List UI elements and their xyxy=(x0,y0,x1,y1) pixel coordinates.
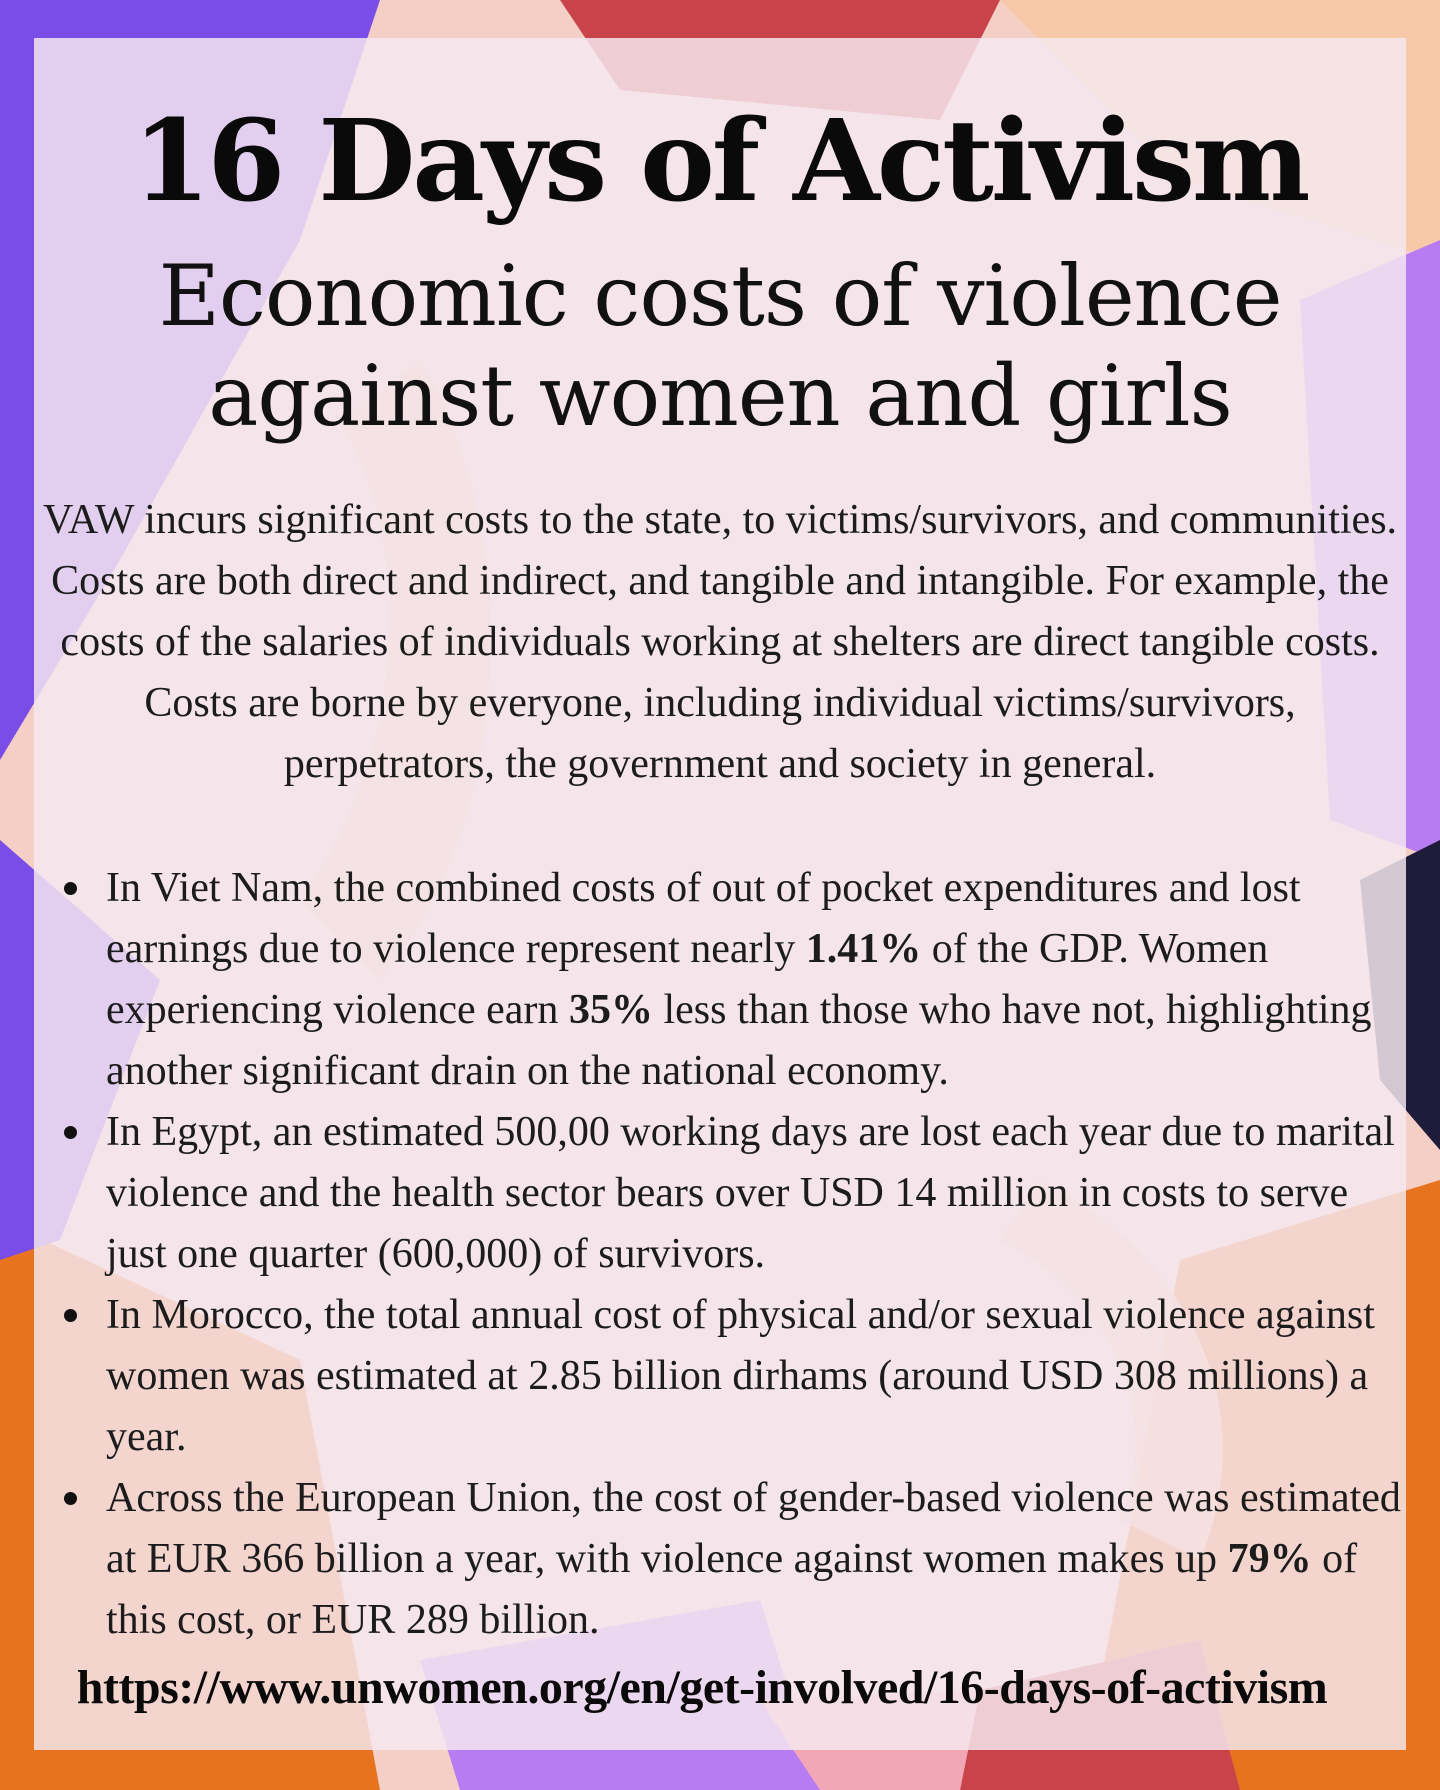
fact-egypt xyxy=(54,1102,1404,1285)
subtitle-line-1: Economic costs of violence xyxy=(158,247,1282,345)
facts-list xyxy=(54,858,1404,1651)
fact-viet-nam xyxy=(54,858,1404,1102)
page-title: 16 Days of Activism xyxy=(132,96,1308,227)
fact-text: of this cost, or EUR 289 billion. xyxy=(106,1536,1358,1643)
bullet-icon xyxy=(64,882,77,895)
fact-text: In Egypt, an estimated 500,00 working days are lost each year due to marital violence and the health sector bears over USD 14 million in costs to serve just one quarter (600,000) of survivors. xyxy=(106,1109,1395,1277)
fact-text: In Morocco, the total annual cost of physical and/or sexual violence against women was estimated at 2.85 billion dirhams (around USD 308 millions) a year. xyxy=(106,1292,1375,1460)
fact-text: of the GDP. Women experiencing violence earn xyxy=(106,926,1269,1033)
fact-text: Across the European Union, the cost of gender-based violence was estimated at EUR 366 billion a year, with violence against women makes up xyxy=(106,1475,1401,1582)
fact-stat-gdp: 1.41% xyxy=(805,926,922,972)
source-url-link[interactable]: https://www.unwomen.org/en/get-involved/16-days-of-activism xyxy=(76,1661,1328,1714)
fact-morocco xyxy=(54,1285,1404,1468)
fact-text: In Viet Nam, the combined costs of out of pocket expenditures and lost earnings due to violence represent nearly xyxy=(106,865,1301,972)
intro-paragraph: VAW incurs significant costs to the state, to victims/survivors, and communities. Costs are both direct and indirect, and tangible and intangible. For example, the costs of the salaries of individuals working at shelters are direct tangible costs. Costs are borne by everyone, including individual victims/survivors, perpetrators, the government and society in general. xyxy=(42,497,1398,787)
subtitle-line-2: against women and girls xyxy=(208,347,1232,445)
bullet-icon xyxy=(64,1126,77,1139)
poster-content xyxy=(34,38,1406,1750)
fact-stat-earnings: 35% xyxy=(568,987,653,1033)
fact-text: less than those who have not, highlighting another significant drain on the national economy. xyxy=(106,987,1372,1094)
bullet-icon xyxy=(64,1309,77,1322)
fact-european-union xyxy=(54,1468,1404,1651)
page-subtitle xyxy=(74,246,1366,446)
bullet-icon xyxy=(64,1492,77,1505)
fact-stat-share: 79% xyxy=(1227,1536,1312,1582)
